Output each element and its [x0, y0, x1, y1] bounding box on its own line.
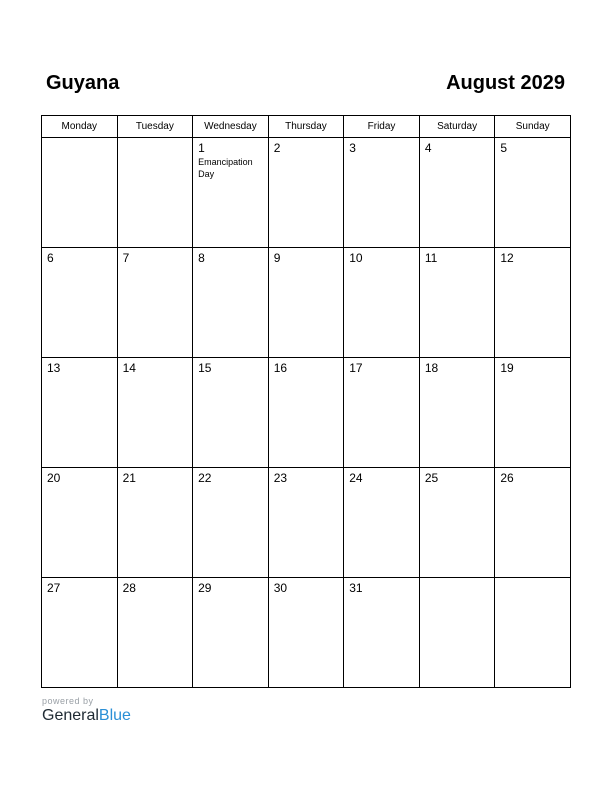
day-cell — [42, 468, 118, 578]
day-cell — [268, 578, 344, 688]
week-row — [42, 138, 571, 248]
day-cell — [117, 358, 193, 468]
day-cell — [495, 578, 571, 688]
day-number: 1 — [198, 141, 205, 155]
day-cell — [344, 248, 420, 358]
day-cell — [268, 358, 344, 468]
day-number: 11 — [424, 251, 438, 265]
weekday-header: Tuesday — [117, 116, 193, 138]
day-cell — [42, 578, 118, 688]
brand-general-text: General — [42, 707, 99, 724]
day-cell — [419, 578, 495, 688]
day-cell — [42, 138, 118, 248]
weekday-header: Saturday — [419, 116, 495, 138]
day-number — [118, 138, 193, 142]
day-cell — [193, 358, 269, 468]
day-cell — [193, 248, 269, 358]
day-number: 19 — [500, 361, 514, 375]
calendar-grid — [41, 115, 571, 688]
day-number: 31 — [349, 581, 363, 595]
day-cell — [495, 138, 571, 248]
day-cell — [42, 358, 118, 468]
day-number: 26 — [500, 471, 514, 485]
day-cell — [117, 248, 193, 358]
weekday-header: Friday — [344, 116, 420, 138]
generalblue-logo[interactable] — [42, 707, 131, 725]
day-cell — [268, 468, 344, 578]
day-number: 4 — [424, 141, 432, 155]
day-cell — [419, 468, 495, 578]
day-cell — [117, 138, 193, 248]
day-cell — [495, 248, 571, 358]
weekday-header: Wednesday — [193, 116, 269, 138]
day-cell — [268, 138, 344, 248]
powered-by-text: powered by — [42, 696, 94, 706]
country-title: Guyana — [46, 72, 120, 94]
day-number: 2 — [273, 141, 281, 155]
day-number — [420, 578, 495, 582]
weekday-header-row — [42, 116, 571, 138]
day-number: 10 — [349, 251, 363, 265]
day-number: 3 — [349, 141, 356, 155]
day-cell — [344, 358, 420, 468]
footer — [42, 696, 131, 725]
day-cell — [344, 468, 420, 578]
day-cell — [344, 578, 420, 688]
day-cell — [42, 248, 118, 358]
day-cell — [419, 138, 495, 248]
day-number: 17 — [349, 361, 363, 375]
day-number: 14 — [122, 361, 136, 375]
day-number: 21 — [122, 471, 136, 485]
day-number: 16 — [273, 361, 288, 375]
day-number: 22 — [198, 471, 212, 485]
month-year-title: August 2029 — [446, 72, 565, 94]
day-number: 7 — [122, 251, 130, 265]
day-number: 13 — [47, 361, 61, 375]
weekday-header: Monday — [42, 116, 118, 138]
day-cell — [419, 358, 495, 468]
weekday-header: Sunday — [495, 116, 571, 138]
day-cell — [495, 358, 571, 468]
day-number: 15 — [198, 361, 212, 375]
day-cell — [495, 468, 571, 578]
week-row — [42, 578, 571, 688]
day-number: 27 — [47, 581, 61, 595]
week-row — [42, 358, 571, 468]
day-number — [42, 138, 117, 142]
day-number: 18 — [424, 361, 439, 375]
day-number: 20 — [47, 471, 61, 485]
day-number: 24 — [349, 471, 363, 485]
day-number: 28 — [122, 581, 136, 595]
day-number: 29 — [198, 581, 212, 595]
day-number: 6 — [47, 251, 54, 265]
day-cell — [193, 468, 269, 578]
day-number: 25 — [424, 471, 439, 485]
day-cell — [117, 578, 193, 688]
day-cell — [419, 248, 495, 358]
day-number: 5 — [500, 141, 508, 155]
day-number: 9 — [273, 251, 281, 265]
brand-blue-text: Blue — [98, 707, 131, 724]
day-number: 30 — [273, 581, 288, 595]
weekday-header: Thursday — [268, 116, 344, 138]
day-number: 23 — [273, 471, 288, 485]
day-cell — [193, 578, 269, 688]
week-row — [42, 468, 571, 578]
day-number: 12 — [500, 251, 514, 265]
holiday-label: Emancipation Day — [198, 157, 253, 179]
day-cell — [268, 248, 344, 358]
day-number: 8 — [198, 251, 205, 265]
day-number — [495, 578, 570, 582]
day-cell — [193, 138, 269, 248]
week-row — [42, 248, 571, 358]
day-cell — [344, 138, 420, 248]
day-cell — [117, 468, 193, 578]
